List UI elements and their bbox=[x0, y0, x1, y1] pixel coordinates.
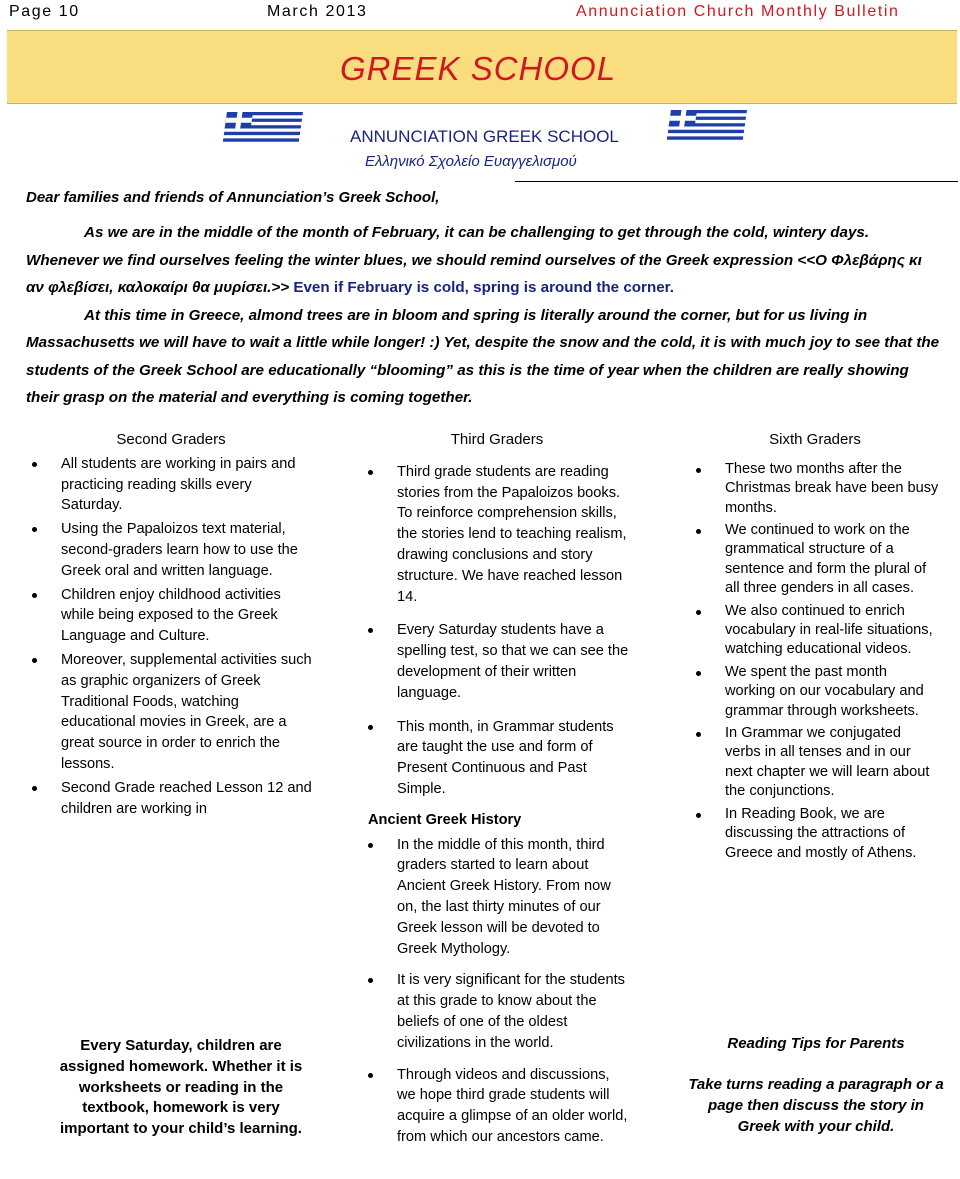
column-title: Second Graders bbox=[116, 431, 226, 448]
list-item: We also continued to enrich vocabulary in real-life situations, watching educational videos. bbox=[690, 602, 940, 660]
list-item: Using the Papaloizos text material, second-graders learn how to use the Greek oral and written language. bbox=[26, 519, 316, 581]
letter-greeting: Dear families and friends of Annunciation’s Greek School, bbox=[26, 189, 440, 206]
homework-note: Every Saturday, children are assigned homework. Whether it is worksheets or reading in the textbook, homework is very important to your child’s learning. bbox=[59, 1037, 303, 1138]
list-item: Every Saturday students have a spelling test, so that we can see the development of their written language. bbox=[362, 620, 632, 703]
ancient-history-list bbox=[362, 835, 632, 1148]
list-item: Third grade students are reading stories from the Papaloizos books. To reinforce comprehension skills, the stories lend to teaching realism, drawing conclusions and story structure. We have reached lesson 14. bbox=[362, 462, 632, 608]
column-title: Third Graders bbox=[450, 431, 544, 448]
list-item: These two months after the Christmas break have been busy months. bbox=[690, 460, 940, 518]
reading-tips-title: Reading Tips for Parents bbox=[727, 1035, 905, 1052]
sixth-graders-list bbox=[690, 460, 940, 863]
issue-date: March 2013 bbox=[267, 3, 368, 20]
letter-paragraph bbox=[26, 219, 941, 302]
column-title: Sixth Graders bbox=[769, 431, 861, 448]
second-graders-column bbox=[26, 430, 316, 822]
list-item: It is very significant for the students at this grade to know about the beliefs of one of the oldest civilizations in the world. bbox=[362, 970, 632, 1053]
divider bbox=[515, 181, 958, 182]
letter-highlight: Even if February is cold, spring is around the corner. bbox=[289, 279, 674, 296]
section-title: GREEK SCHOOL bbox=[340, 50, 617, 87]
list-item: We spent the past month working on our vocabulary and grammar through worksheets. bbox=[690, 663, 940, 721]
page-number: Page 10 bbox=[9, 3, 80, 20]
reading-tips-body: Take turns reading a paragraph or a page then discuss the story in Greek with your child. bbox=[688, 1076, 944, 1135]
list-item: We continued to work on the grammatical structure of a sentence and form the plural of all three genders in all cases. bbox=[690, 521, 940, 599]
sixth-graders-column bbox=[690, 430, 940, 866]
list-item: This month, in Grammar students are taught the use and form of Present Continuous and Past Simple. bbox=[362, 717, 632, 800]
school-name-greek: Ελληνικό Σχολείο Ευαγγελισμού bbox=[365, 153, 577, 170]
list-item: In Grammar we conjugated verbs in all tenses and in our next chapter we will learn about the conjunctions. bbox=[690, 724, 940, 802]
list-item: Children enjoy childhood activities while being exposed to the Greek Language and Culture. bbox=[26, 585, 316, 647]
list-item: Through videos and discussions, we hope third grade students will acquire a glimpse of an older world, from which our ancestors came. bbox=[362, 1065, 632, 1148]
greek-flag-icon bbox=[221, 112, 303, 142]
school-name: ANNUNCIATION GREEK SCHOOL bbox=[350, 127, 619, 146]
ancient-history-title: Ancient Greek History bbox=[368, 811, 522, 828]
letter-text: As we are in the middle of the month of February, it can be challenging to get through the cold, wintery days. Whenever we find ourselves feeling the winter blues, we should remind ourselves of the Greek expression <<Ο Φλεβάρης κι αν φλεβίσει, καλοκαίρι θα μυρίσει.>> bbox=[26, 224, 922, 296]
greek-flag-icon bbox=[665, 110, 747, 140]
third-graders-list bbox=[362, 462, 632, 800]
letter-body bbox=[26, 219, 941, 412]
list-item: Moreover, supplemental activities such as graphic organizers of Greek Traditional Foods, watching educational movies in Greek, are a great source in order to enrich the lessons. bbox=[26, 650, 316, 775]
second-graders-list bbox=[26, 454, 316, 820]
publication-name: Annunciation Church Monthly Bulletin bbox=[576, 3, 900, 20]
third-graders-column bbox=[362, 430, 632, 1151]
list-item: All students are working in pairs and practicing reading skills every Saturday. bbox=[26, 454, 316, 516]
page-header bbox=[0, 0, 960, 28]
letter-paragraph: At this time in Greece, almond trees are in bloom and spring is literally around the corner, but for us living in Massachusetts we will have to wait a little while longer! :) Yet, despite the snow and the cold, it is with much joy to see that the students of the Greek School are educationally “blooming” as this is the time of year when the children are really showing their grasp on the material and everything is coming together. bbox=[26, 306, 940, 406]
list-item: In Reading Book, we are discussing the attractions of Greece and mostly of Athens. bbox=[690, 805, 940, 863]
list-item: Second Grade reached Lesson 12 and children are working in bbox=[26, 778, 316, 820]
list-item: In the middle of this month, third graders started to learn about Ancient Greek History. From now on, the last thirty minutes of our Greek lesson will be devoted to Greek Mythology. bbox=[362, 835, 632, 960]
